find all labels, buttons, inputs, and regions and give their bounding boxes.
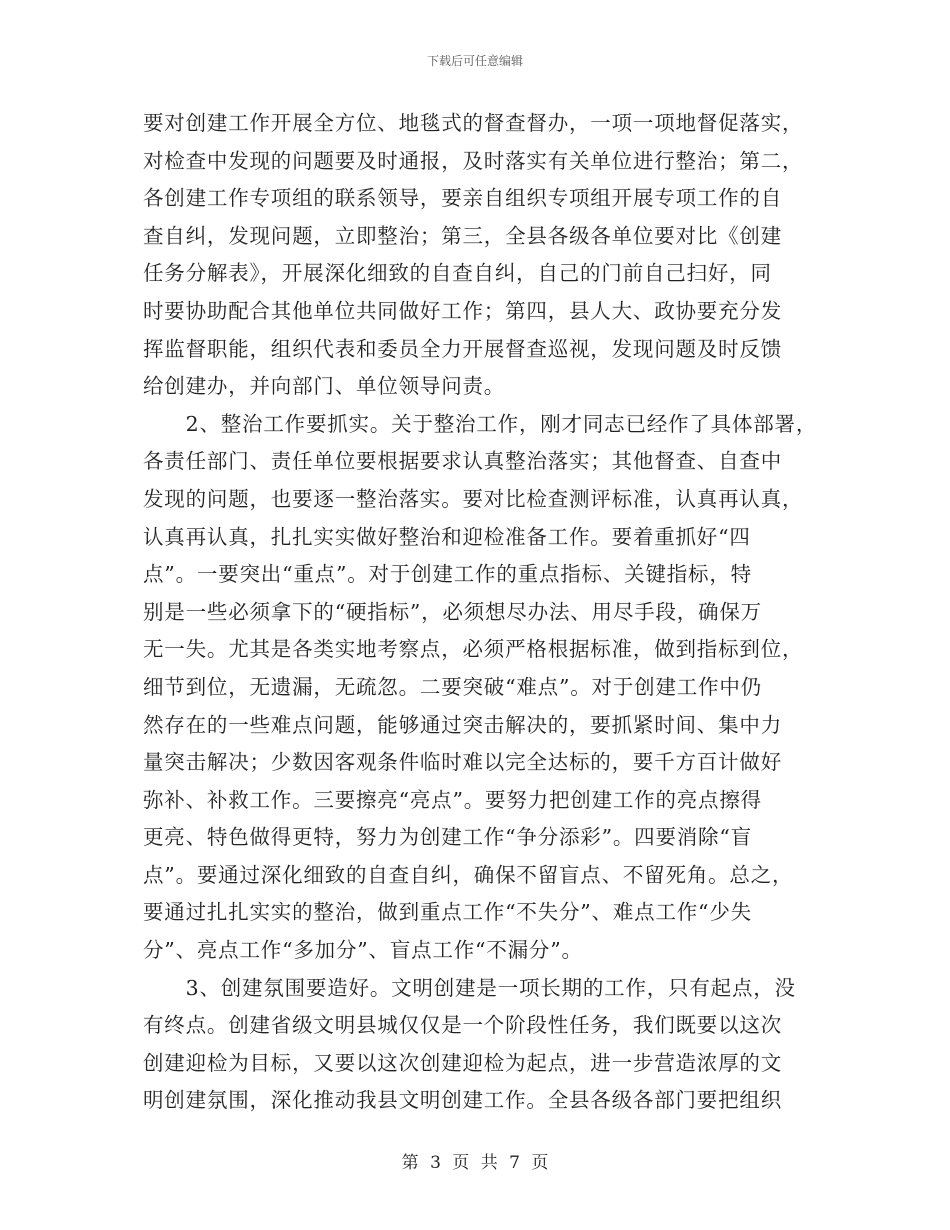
text-line: 点”。要通过深化细致的自查自纠，确保不留盲点、不留死角。总之，: [143, 862, 794, 887]
text-line: 无一失。尤其是各类实地考察点，必须严格根据标准，做到指标到位，: [143, 637, 804, 662]
text-line: 弥补、补救工作。三要擦亮“亮点”。要努力把创建工作的亮点擦得: [143, 787, 762, 812]
text-line: 发现的问题，也要逐一整治落实。要对比检查测评标准，认真再认真，: [143, 486, 804, 511]
document-body: [143, 105, 833, 1120]
text-line: 有终点。创建省级文明县城仅仅是一个阶段性任务，我们既要以这次: [143, 1013, 782, 1038]
text-line: 创建迎检为目标，又要以这次创建迎检为起点，进一步营造浓厚的文: [143, 1050, 782, 1075]
text-line: 明创建氛围，深化推动我县文明创建工作。全县各级各部门要把组织: [143, 1088, 782, 1113]
text-line: 要对创建工作开展全方位、地毯式的督查督办，一项一项地督促落实，: [143, 111, 804, 135]
text-line: 细节到位，无遗漏，无疏忽。二要突破“难点”。对于创建工作中仍: [143, 674, 762, 699]
text-line: 认真再认真，扎扎实实做好整治和迎检准备工作。要着重抓好“四: [143, 524, 751, 549]
text-line: 任务分解表》，开展深化细致的自查自纠，自己的门前自己扫好，同: [143, 261, 772, 286]
text-line: 2、整治工作要抓实。关于整治工作，刚才同志已经作了具体部署，: [143, 411, 818, 436]
page-number-footer: 第 3 页 共 7 页: [401, 1153, 549, 1173]
text-line: 时要协助配合其他单位共同做好工作；第四，县人大、政协要充分发: [143, 298, 782, 323]
text-line: 各创建工作专项组的联系领导，要亲自组织专项组开展专项工作的自: [143, 186, 782, 211]
text-line: 要通过扎扎实实的整治，做到重点工作“不失分”、难点工作“少失: [143, 900, 752, 925]
text-line: 然存在的一些难点问题，能够通过突击解决的，要抓紧时间、集中力: [143, 712, 782, 737]
text-line: 对检查中发现的问题要及时通报，及时落实有关单位进行整治；第二，: [143, 148, 804, 173]
text-line: 3、创建氛围要造好。文明创建是一项长期的工作，只有起点，没: [143, 975, 796, 1000]
text-line: 点”。一要突出“重点”。对于创建工作的重点指标、关键指标，特: [143, 562, 752, 587]
text-line: 别是一些必须拿下的“硬指标”，必须想尽办法、用尽手段，确保万: [143, 599, 762, 624]
text-line: 各责任部门、责任单位要根据要求认真整治落实；其他督查、自查中: [143, 449, 782, 474]
text-line: 给创建办，并向部门、单位领导问责。: [143, 374, 506, 399]
page-header-note: 下载后可任意编辑: [426, 54, 523, 68]
text-line: 挥监督职能，组织代表和委员全力开展督查巡视，发现问题及时反馈: [143, 336, 782, 361]
text-line: 更亮、特色做得更特，努力为创建工作“争分添彩”。四要消除“盲: [143, 825, 752, 850]
text-line: 量突击解决；少数因客观条件临时难以完全达标的，要千方百计做好: [143, 750, 782, 775]
text-line: 分”、亮点工作“多加分”、盲点工作“不漏分”。: [143, 938, 583, 963]
text-line: 查自纠，发现问题，立即整治；第三，全县各级各单位要对比《创建: [143, 223, 782, 248]
